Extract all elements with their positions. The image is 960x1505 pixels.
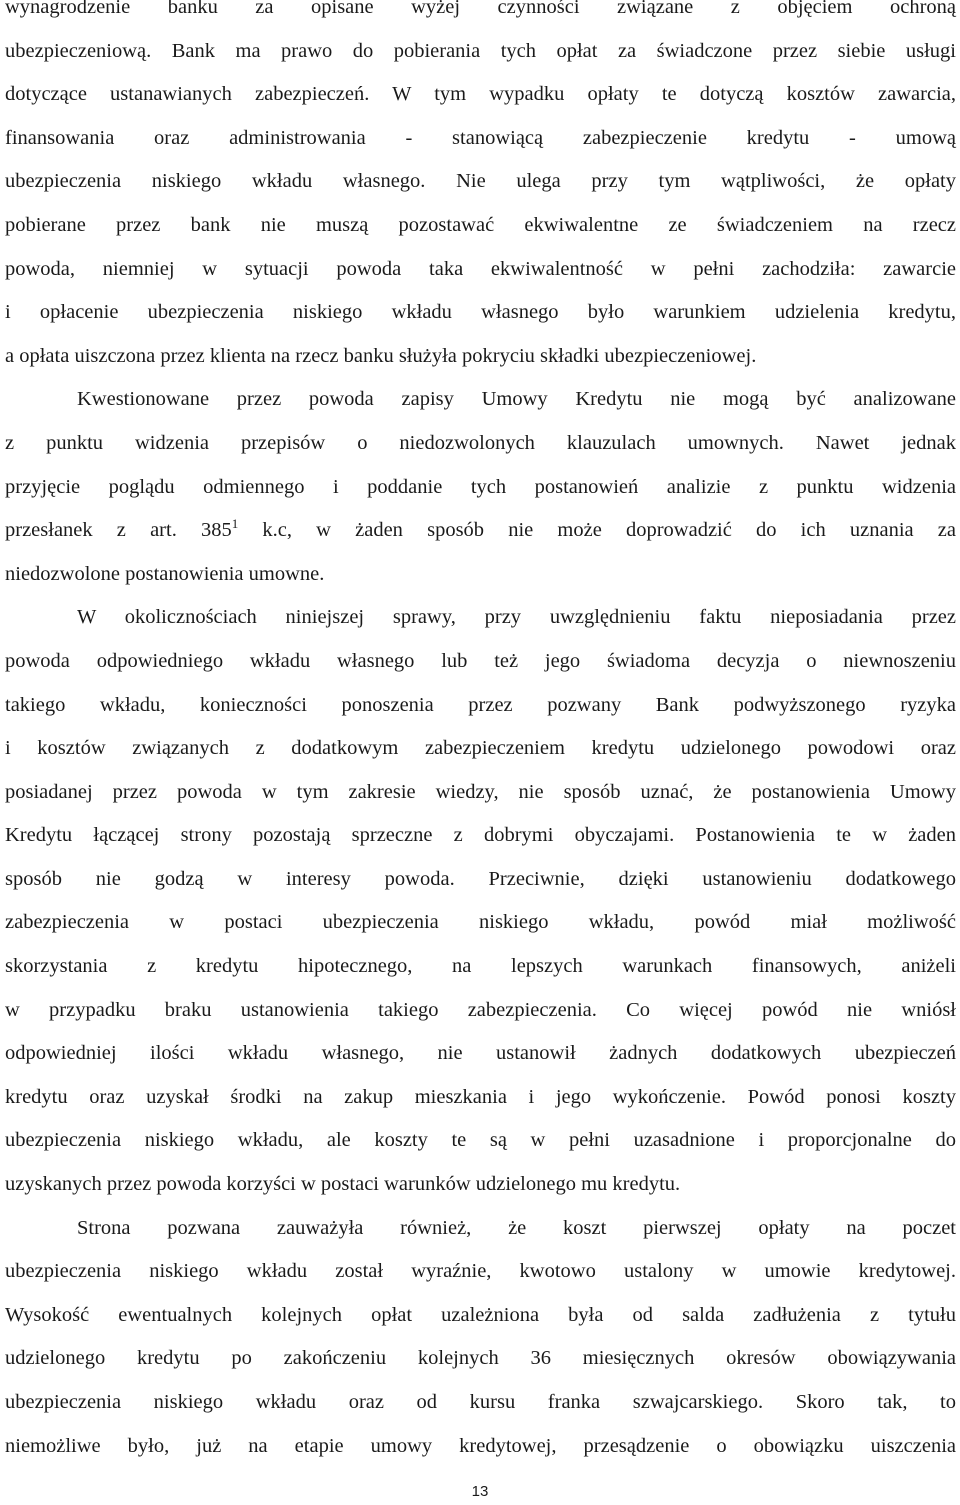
text-line: ubezpieczenia niskiego wkładu oraz od kursu franka szwajcarskiego. Skoro tak, to — [5, 1391, 956, 1413]
paragraph-2 — [5, 378, 956, 596]
text-line: odpowiedniej ilości wkładu własnego, nie ustanowił żadnych dodatkowych ubezpieczeń — [5, 1042, 956, 1065]
text-line: ubezpieczenia niskiego wkładu własnego. Nie ulega przy tym wątpliwości, że opłaty — [5, 170, 956, 193]
text-line: zabezpieczenia w postaci ubezpieczenia niskiego wkładu, powód miał możliwość — [5, 911, 956, 934]
article-reference-text: przesłanek z art. 385 — [5, 519, 232, 542]
paragraph-1 — [5, 0, 956, 378]
text-line: niedozwolone postanowienia umowne. — [5, 562, 325, 585]
text-line: uzyskanych przez powoda korzyści w postaci warunków udzielonego mu kredytu. — [5, 1173, 681, 1196]
text-line: pobierane przez bank nie muszą pozostawać ekwiwalentne ze świadczeniem na rzecz — [5, 213, 956, 236]
text-line: Strona pozwana zauważyła również, że koszt pierwszej opłaty na poczet — [77, 1216, 956, 1239]
text-line: kredytu oraz uzyskał środki na zakup mieszkania i jego wykończenie. Powód ponosi koszty — [5, 1085, 956, 1108]
text-line: ubezpieczenia niskiego wkładu został wyraźnie, kwotowo ustalony w umowie kredytowej. — [5, 1260, 956, 1283]
text-line: z punktu widzenia przepisów o niedozwolonych klauzulach umownych. Nawet jednak — [5, 431, 956, 454]
text-line: i kosztów związanych z dodatkowym zabezpieczeniem kredytu udzielonego powodowi oraz — [5, 737, 956, 760]
text-line: a opłata uiszczona przez klienta na rzecz banku służyła pokryciu składki ubezpieczeniowej. — [5, 344, 757, 367]
text-line: Kredytu łączącej strony pozostają sprzeczne z dobrymi obyczajami. Postanowienia te w żaden — [5, 824, 956, 847]
text-line: ubezpieczeniową. Bank ma prawo do pobierania tych opłat za świadczone przez siebie usługi — [5, 39, 956, 62]
document-page — [5, 0, 956, 1468]
paragraph-3 — [5, 596, 956, 1206]
text-line: udzielonego kredytu po zakończeniu kolejnych 36 miesięcznych okresów obowiązywania — [5, 1347, 956, 1370]
text-line: sposób nie godzą w interesy powoda. Przeciwnie, dzięki ustanowieniu dodatkowego — [5, 867, 956, 890]
paragraph-4 — [5, 1207, 956, 1469]
text-line: i opłacenie ubezpieczenia niskiego wkładu własnego było warunkiem udzielenia kredytu, — [5, 301, 956, 324]
text-line: finansowania oraz administrowania - stanowiącą zabezpieczenie kredytu - umową — [5, 126, 956, 149]
text-line: skorzystania z kredytu hipotecznego, na lepszych warunkach finansowych, aniżeli — [5, 955, 956, 978]
text-line: takiego wkładu, konieczności ponoszenia przez pozwany Bank podwyższonego ryzyka — [5, 693, 956, 716]
page-number: 13 — [471, 1483, 489, 1500]
text-line: dotyczące ustanawianych zabezpieczeń. W tym wypadku opłaty te dotyczą kosztów zawarcia, — [5, 83, 956, 106]
text-continuation: k.c, w żaden sposób nie może doprowadzić do ich uznania za — [238, 519, 956, 542]
text-line: przyjęcie poglądu odmiennego i poddanie tych postanowień analizie z punktu widzenia — [5, 475, 956, 498]
article-superscript: 1 — [231, 516, 239, 532]
text-line: posiadanej przez powoda w tym zakresie wiedzy, nie sposób uznać, że postanowienia Umowy — [5, 780, 956, 803]
text-line: powoda, niemniej w sytuacji powoda taka ekwiwalentność w pełni zachodziła: zawarcie — [5, 257, 956, 280]
text-line: w przypadku braku ustanowienia takiego zabezpieczenia. Co więcej powód nie wniósł — [5, 998, 956, 1021]
text-line: Wysokość ewentualnych kolejnych opłat uzależniona była od salda zadłużenia z tytułu — [5, 1303, 956, 1326]
text-line: Kwestionowane przez powoda zapisy Umowy Kredytu nie mogą być analizowane — [77, 388, 956, 411]
text-line: ubezpieczenia niskiego wkładu, ale koszty te są w pełni uzasadnione i proporcjonalne do — [5, 1129, 956, 1152]
text-line: W okolicznościach niniejszej sprawy, przy uwzględnieniu faktu nieposiadania przez — [77, 606, 956, 629]
text-line: wynagrodzenie banku za opisane wyżej czynności związane z objęciem ochroną — [5, 0, 956, 18]
text-line-with-footnote — [5, 509, 956, 553]
text-line: powoda odpowiedniego wkładu własnego lub też jego świadoma decyzja o niewnoszeniu — [5, 649, 956, 672]
text-line: niemożliwe było, już na etapie umowy kredytowej, przesądzenie o obowiązku uiszczenia — [5, 1434, 956, 1457]
